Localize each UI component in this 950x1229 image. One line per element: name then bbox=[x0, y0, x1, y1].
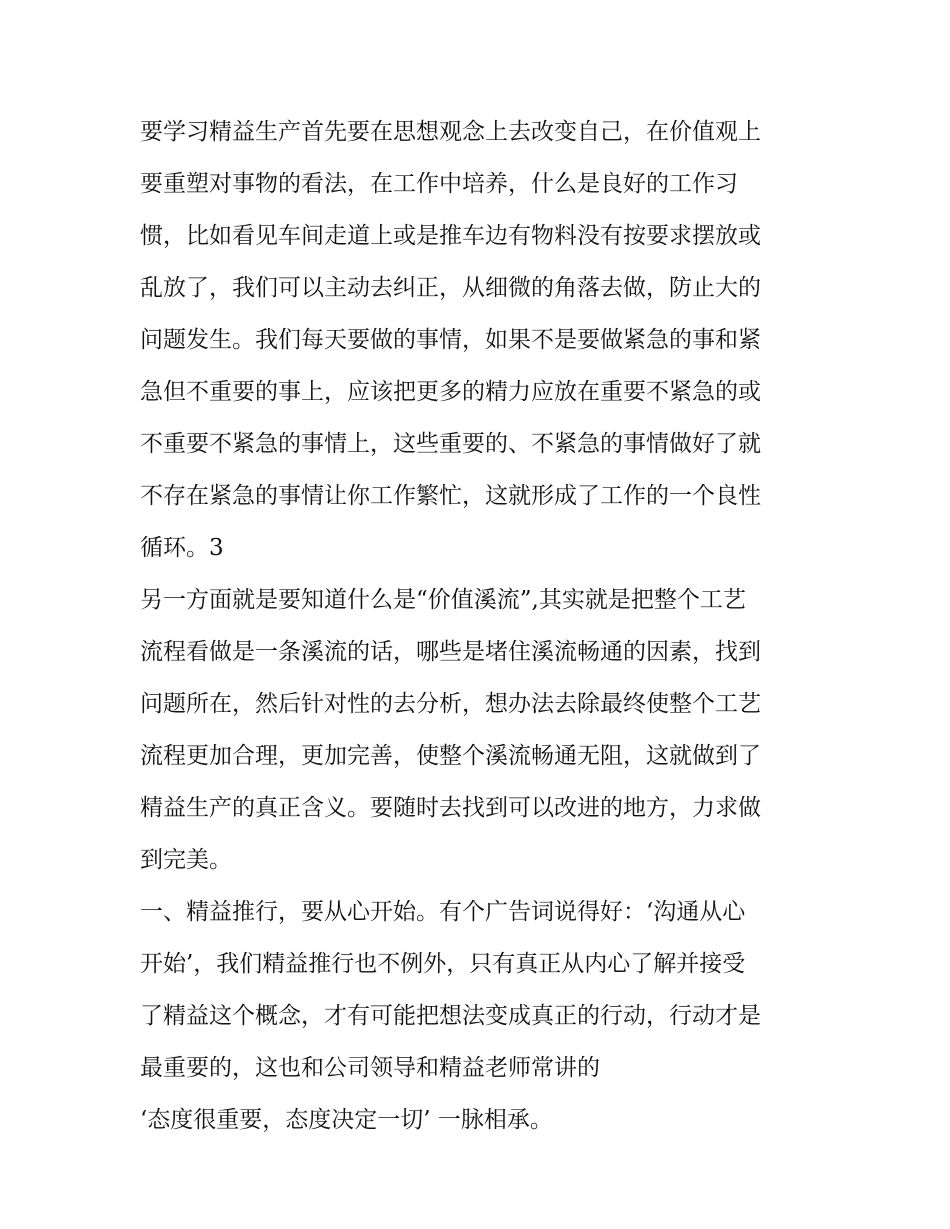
text-line-6: 急但不重要的事上，应该把更多的精力应放在重要不紧急的或 bbox=[140, 379, 761, 405]
text-line-17: 开始’，我们精益推行也不例外，只有真正从内心了解并接受 bbox=[140, 951, 746, 977]
text-line-19: 最重要的，这也和公司领导和精益老师常讲的 bbox=[140, 1055, 600, 1081]
text-line-7: 不重要不紧急的事情上，这些重要的、不紧急的事情做好了就 bbox=[140, 431, 761, 457]
text-line-11: 流程看做是一条溪流的话，哪些是堵住溪流畅通的因素，找到 bbox=[140, 639, 761, 665]
text-line-2: 要重塑对事物的看法，在工作中培养，什么是良好的工作习 bbox=[140, 171, 738, 197]
text-line-14: 精益生产的真正含义。要随时去找到可以改进的地方，力求做 bbox=[140, 795, 761, 821]
text-line-20: ‘态度很重要，态度决定一切’ 一脉相承。 bbox=[140, 1107, 553, 1133]
text-line-5: 问题发生。我们每天要做的事情，如果不是要做紧急的事和紧 bbox=[140, 327, 761, 353]
text-line-9: 循环。3 bbox=[140, 535, 224, 561]
text-line-1: 要学习精益生产首先要在思想观念上去改变自己，在价值观上 bbox=[140, 119, 761, 145]
text-line-16: 一、精益推行，要从心开始。有个广告词说得好：‘沟通从心 bbox=[140, 899, 746, 925]
text-line-3: 惯，比如看见车间走道上或是推车边有物料没有按要求摆放或 bbox=[140, 223, 761, 249]
text-line-18: 了精益这个概念，才有可能把想法变成真正的行动，行动才是 bbox=[140, 1003, 761, 1029]
text-line-8: 不存在紧急的事情让你工作繁忙，这就形成了工作的一个良性 bbox=[140, 483, 761, 509]
text-line-13: 流程更加合理，更加完善，使整个溪流畅通无阻，这就做到了 bbox=[140, 743, 761, 769]
body-text bbox=[140, 106, 830, 1146]
text-line-12: 问题所在，然后针对性的去分析，想办法去除最终使整个工艺 bbox=[140, 691, 761, 717]
text-line-15: 到完美。 bbox=[140, 847, 232, 873]
text-line-4: 乱放了，我们可以主动去纠正，从细微的角落去做，防止大的 bbox=[140, 275, 761, 301]
text-line-10: 另一方面就是要知道什么是“价值溪流”,其实就是把整个工艺 bbox=[140, 587, 746, 613]
